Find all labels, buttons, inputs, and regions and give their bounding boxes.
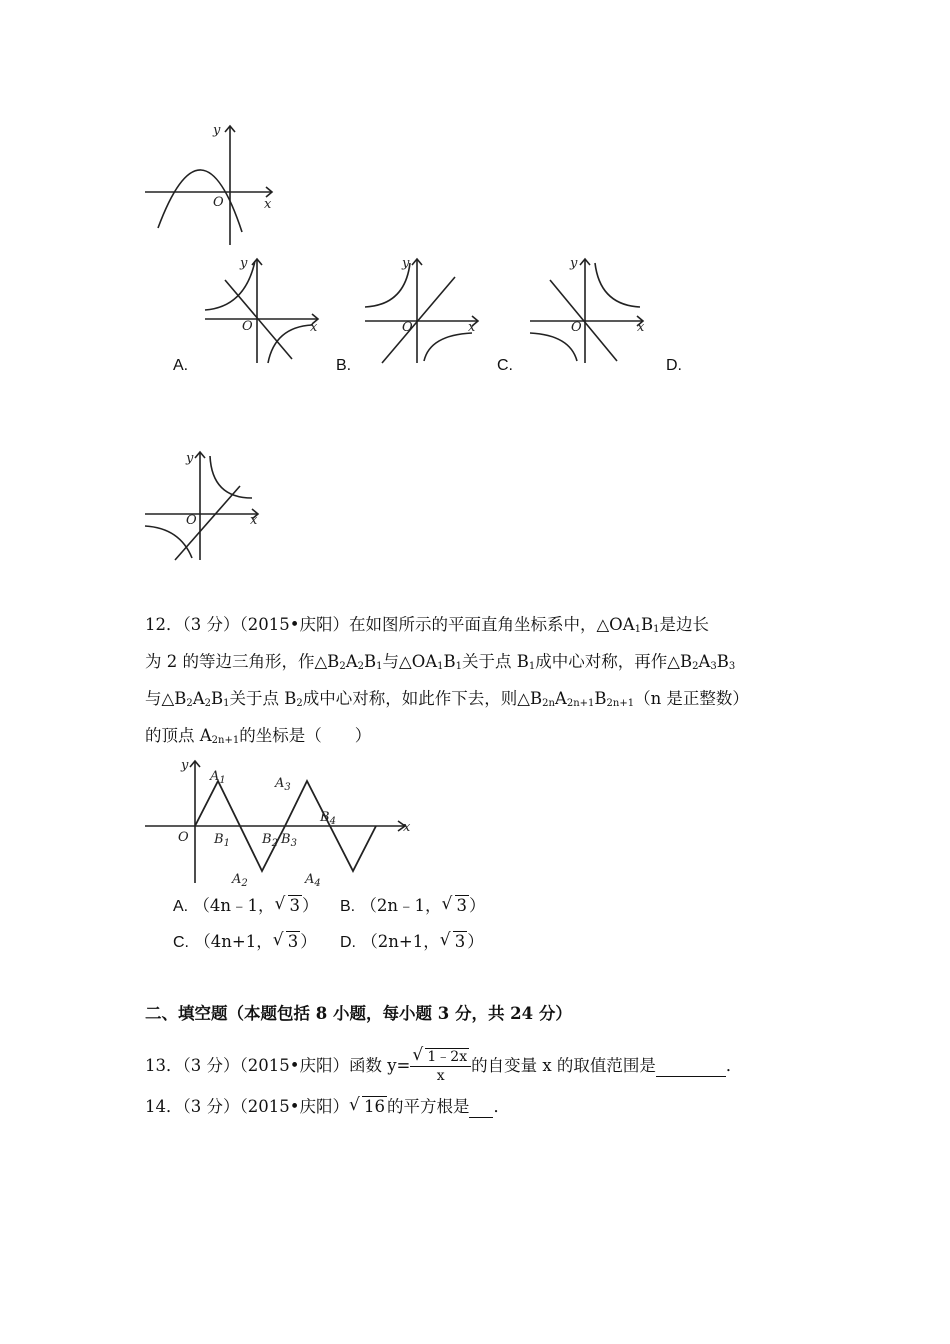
q12-option-d[interactable]: D. （2n+1， √ 3 ） <box>340 930 484 951</box>
y-label: y <box>213 123 221 138</box>
q12-option-b[interactable]: B. （2n﹣1， √ 3 ） <box>340 894 486 915</box>
q11-option-b-graph <box>360 255 485 365</box>
hyperbola-branch-2 <box>424 333 472 361</box>
q12-option-a[interactable]: A. （4n﹣1， √ 3 ） <box>173 894 319 915</box>
origin-label: O <box>402 320 413 335</box>
q13-line: 13．（3 分）（2015•庆阳）函数 y= √ 1﹣2x x 的自变量 x 的取值范围是 ． <box>145 1045 743 1084</box>
origin-label: O <box>242 319 253 334</box>
line <box>175 486 240 560</box>
y-label: y <box>186 451 194 466</box>
label-a2: $A_2$ <box>232 872 248 889</box>
label-a1: $A_1$ <box>210 769 226 786</box>
y-label: y <box>181 758 189 773</box>
q13-answer-blank[interactable] <box>656 1056 726 1077</box>
q11-main-graph <box>140 120 280 250</box>
hyperbola-branch-2 <box>145 526 192 558</box>
origin-label: O <box>213 195 224 210</box>
x-label: x <box>264 197 272 212</box>
label-b3: $B_3$ <box>281 832 297 849</box>
x-label: x <box>468 320 476 335</box>
y-label: y <box>402 256 410 271</box>
origin-label: O <box>178 830 189 845</box>
label-a3: $A_3$ <box>275 776 291 793</box>
q12-line-1: 12．（3 分）（2015•庆阳）在如图所示的平面直角坐标系中，$\triangle OA_1B_1$是边长 <box>145 615 710 635</box>
x-label: x <box>403 820 411 835</box>
label-b2: $B_2$ <box>262 832 278 849</box>
q12-line-2: 为 2 的等边三角形，作$\triangle B_2A_2B_1$与$\triangle OA_1B_1$关于点 $B_1$成中心对称，再作$\triangle B_2A_3B_3$ <box>145 652 736 672</box>
q11-option-c-graph <box>525 255 650 365</box>
hyperbola-branch-1 <box>595 263 640 307</box>
q12-graph <box>140 755 420 890</box>
label-b4: $B_4$ <box>320 810 336 827</box>
q11-option-c-label[interactable]: C. <box>497 357 513 374</box>
q11-option-a-graph <box>200 255 325 365</box>
q12-option-c[interactable]: C. （4n+1， √ 3 ） <box>173 930 317 951</box>
q11-option-d-label[interactable]: D. <box>666 357 682 374</box>
origin-label: O <box>571 320 582 335</box>
q12-line-3: 与$\triangle B_2A_2B_1$关于点 $B_2$成中心对称，如此作下去，则$\triangle B_{2n}A_{2n+1}B_{2n+1}(n$ 是正整数） <box>145 689 749 709</box>
y-label: y <box>240 256 248 271</box>
section-2-heading: 二、填空题（本题包括 8 小题，每小题 3 分，共 24 分） <box>145 1004 572 1023</box>
origin-label: O <box>186 513 197 528</box>
x-label: x <box>637 320 645 335</box>
q14-answer-blank[interactable] <box>469 1097 493 1118</box>
x-label: x <box>250 513 258 528</box>
label-b1: $B_1$ <box>214 832 230 849</box>
q14-line: 14．（3 分）（2015•庆阳） √ 16 的平方根是 ． <box>145 1095 510 1116</box>
hyperbola-branch-2 <box>530 333 577 361</box>
q13-fraction: √ 1﹣2x x <box>410 1048 471 1085</box>
q12-line-4: 的顶点 $A_{2n+1}$的坐标是（ ） <box>145 726 372 746</box>
q11-option-d-graph <box>140 448 265 563</box>
label-a4: $A_4$ <box>305 872 321 889</box>
line <box>382 277 455 363</box>
y-label: y <box>570 256 578 271</box>
hyperbola-branch-1 <box>210 456 252 498</box>
q11-option-b-label[interactable]: B. <box>336 357 352 374</box>
x-label: x <box>310 320 318 335</box>
q11-option-a-label[interactable]: A. <box>173 357 189 374</box>
